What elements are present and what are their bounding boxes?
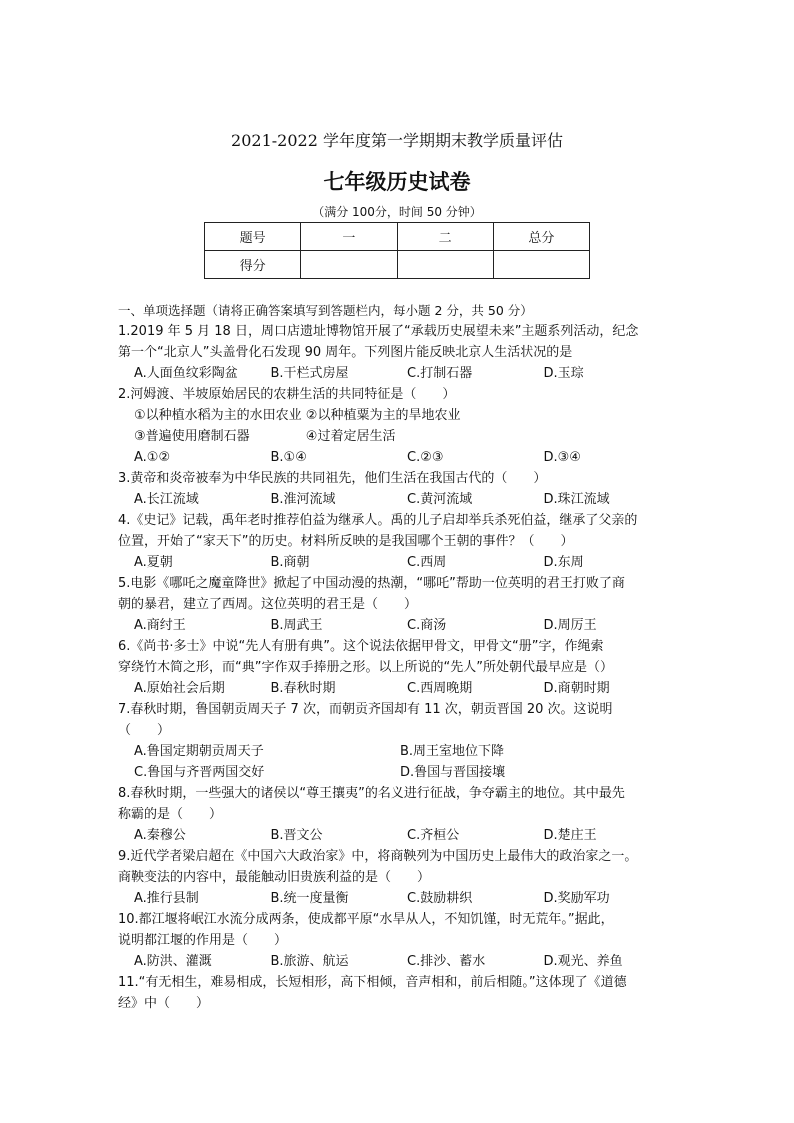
question-statement: ③普遍使用磨制石器 ④过着定居生活: [134, 429, 396, 444]
answer-option[interactable]: D.楚庄王: [543, 828, 597, 843]
answer-option[interactable]: A.人面鱼纹彩陶盆: [134, 366, 238, 381]
answer-option[interactable]: D.③④: [543, 450, 581, 465]
answer-option[interactable]: A.夏朝: [134, 555, 173, 570]
question-text: 1.2019 年 5 月 18 日，周口店遗址博物馆开展了“承载历史展望未来”主题系列活动，纪念: [118, 324, 639, 339]
question-text: 9.近代学者梁启超在《中国六大政治家》中，将商鞅列为中国历史上最伟大的政治家之一。: [118, 849, 638, 864]
answer-option[interactable]: D.奖励军功: [543, 891, 610, 906]
answer-option[interactable]: C.排沙、蓄水: [407, 954, 486, 969]
answer-option[interactable]: B.干栏式房屋: [270, 366, 349, 381]
question-text: 3.黄帝和炎帝被奉为中华民族的共同祖先，他们生活在我国古代的（ ）: [118, 471, 547, 486]
section-heading: 一、单项选择题（请将正确答案填写到答题栏内，每小题 2 分，共 50 分）: [118, 303, 533, 318]
question-2: [118, 384, 680, 468]
question-4: [118, 510, 680, 573]
question-text: 10.都江堰将岷江水流分成两条，使成都平原“水旱从人，不知饥馑，时无荒年。”据此，: [118, 912, 614, 927]
answer-option[interactable]: C.商汤: [407, 618, 447, 633]
question-text: 朝的暴君，建立了西周。这位英明的君王是（ ）: [118, 597, 418, 612]
options-row: [118, 678, 680, 699]
options-row: [118, 825, 680, 846]
options-row: [118, 615, 680, 636]
answer-option[interactable]: B.春秋时期: [270, 681, 336, 696]
question-8: [118, 783, 680, 846]
answer-option[interactable]: A.①②: [134, 450, 171, 465]
answer-option[interactable]: C.黄河流域: [407, 492, 473, 507]
options-row: [118, 363, 680, 384]
answer-option[interactable]: D.东周: [543, 555, 584, 570]
options-row: [118, 489, 680, 510]
question-text: （ ）: [118, 723, 171, 738]
answer-option[interactable]: C.打制石器: [407, 366, 473, 381]
score-table: [204, 222, 590, 279]
question-text: 8.春秋时期，一些强大的诸侯以“尊王攘夷”的名义进行征战，争夺霸主的地位。其中最先: [118, 786, 625, 801]
question-text: 11.“有无相生，难易相成，长短相形，高下相倾，音声相和，前后相随。”这体现了《道德: [118, 975, 627, 990]
answer-option[interactable]: A.原始社会后期: [134, 681, 225, 696]
question-text: 说明都江堰的作用是（ ）: [118, 933, 288, 948]
question-text: 位置，开始了“家天下”的历史。材料所反映的是我国哪个王朝的事件？（ ）: [118, 534, 574, 549]
question-9: [118, 846, 680, 909]
score-header-cell: 二: [397, 223, 493, 251]
question-text: 经》中（ ）: [118, 996, 210, 1011]
question-text: 7.春秋时期，鲁国朝贡周天子 7 次，而朝贡齐国却有 11 次，朝贡晋国 20 次。这说明: [118, 702, 613, 717]
question-7: [118, 699, 680, 783]
answer-option[interactable]: C.②③: [407, 450, 444, 465]
options-row: [118, 888, 680, 909]
answer-option[interactable]: D.珠江流域: [543, 492, 610, 507]
answer-option[interactable]: B.周王室地位下降: [400, 744, 505, 759]
question-3: [118, 468, 680, 510]
question-statement: ①以种植水稻为主的水田农业 ②以种植粟为主的旱地农业: [134, 408, 461, 423]
question-text: 称霸的是（ ）: [118, 807, 223, 822]
question-1: [118, 321, 680, 384]
score-header-cell: 题号: [205, 223, 301, 251]
question-5: [118, 573, 680, 636]
answer-option[interactable]: C.齐桓公: [407, 828, 460, 843]
exam-info: （满分 100分，时间 50 分钟）: [312, 205, 482, 219]
answer-option[interactable]: A.防洪、灌溉: [134, 954, 212, 969]
question-text: 5.电影《哪吒之魔童降世》掀起了中国动漫的热潮，“哪吒”帮助一位英明的君王打败了商: [118, 576, 625, 591]
answer-option[interactable]: B.晋文公: [270, 828, 323, 843]
question-text: 4.《史记》记载，禹年老时推荐伯益为继承人。禹的儿子启却举兵杀死伯益，继承了父亲的: [118, 513, 638, 528]
answer-option[interactable]: D.玉琮: [543, 366, 584, 381]
answer-option[interactable]: B.淮河流域: [270, 492, 336, 507]
question-text: 2.河姆渡、半坡原始居民的农耕生活的共同特征是（ ）: [118, 387, 456, 402]
score-table-row: [205, 251, 590, 279]
exam-title: 2021-2022 学年度第一学期期末教学质量评估: [231, 131, 563, 150]
score-cell[interactable]: [301, 251, 397, 279]
exam-body: [118, 300, 680, 1014]
answer-option[interactable]: A.鲁国定期朝贡周天子: [134, 744, 264, 759]
options-row: [118, 951, 680, 972]
answer-option[interactable]: D.商朝时期: [543, 681, 610, 696]
answer-option[interactable]: B.商朝: [270, 555, 310, 570]
answer-option[interactable]: B.①④: [270, 450, 307, 465]
options-row: [118, 447, 680, 468]
question-6: [118, 636, 680, 699]
score-table-header-row: [205, 223, 590, 251]
score-row-label: 得分: [205, 251, 301, 279]
answer-option[interactable]: D.观光、养鱼: [543, 954, 623, 969]
answer-option[interactable]: C.鲁国与齐晋两国交好: [134, 765, 265, 780]
answer-option[interactable]: A.长江流域: [134, 492, 199, 507]
answer-option[interactable]: B.周武王: [270, 618, 323, 633]
score-cell[interactable]: [397, 251, 493, 279]
score-header-cell: 一: [301, 223, 397, 251]
answer-option[interactable]: C.鼓励耕织: [407, 891, 473, 906]
score-cell[interactable]: [493, 251, 589, 279]
answer-option[interactable]: B.旅游、航运: [270, 954, 349, 969]
options-row: [118, 552, 680, 573]
question-text: 穿绕竹木简之形，而“典”字作双手捧册之形。以上所说的“先人”所处朝代最早应是（）: [118, 660, 613, 675]
question-text: 6.《尚书·多士》中说“先人有册有典”。这个说法依据甲骨文，甲骨文“册”字，作绳索: [118, 639, 604, 654]
answer-option[interactable]: D.周厉王: [543, 618, 597, 633]
answer-option[interactable]: A.推行县制: [134, 891, 199, 906]
answer-option[interactable]: A.商纣王: [134, 618, 186, 633]
answer-option[interactable]: C.西周: [407, 555, 447, 570]
question-text: 商鞅变法的内容中，最能触动旧贵族利益的是（ ）: [118, 870, 431, 885]
answer-option[interactable]: B.统一度量衡: [270, 891, 349, 906]
score-header-cell: 总分: [493, 223, 589, 251]
subject-title: 七年级历史试卷: [323, 170, 471, 194]
question-10: [118, 909, 680, 972]
question-text: 第一个“北京人”头盖骨化石发现 90 周年。下列图片能反映北京人生活状况的是: [118, 345, 573, 360]
question-11: [118, 972, 680, 1014]
answer-option[interactable]: D.鲁国与晋国接壤: [400, 765, 506, 780]
question-list: [118, 321, 680, 1014]
answer-option[interactable]: C.西周晚期: [407, 681, 473, 696]
options-grid: [118, 741, 680, 783]
answer-option[interactable]: A.秦穆公: [134, 828, 186, 843]
